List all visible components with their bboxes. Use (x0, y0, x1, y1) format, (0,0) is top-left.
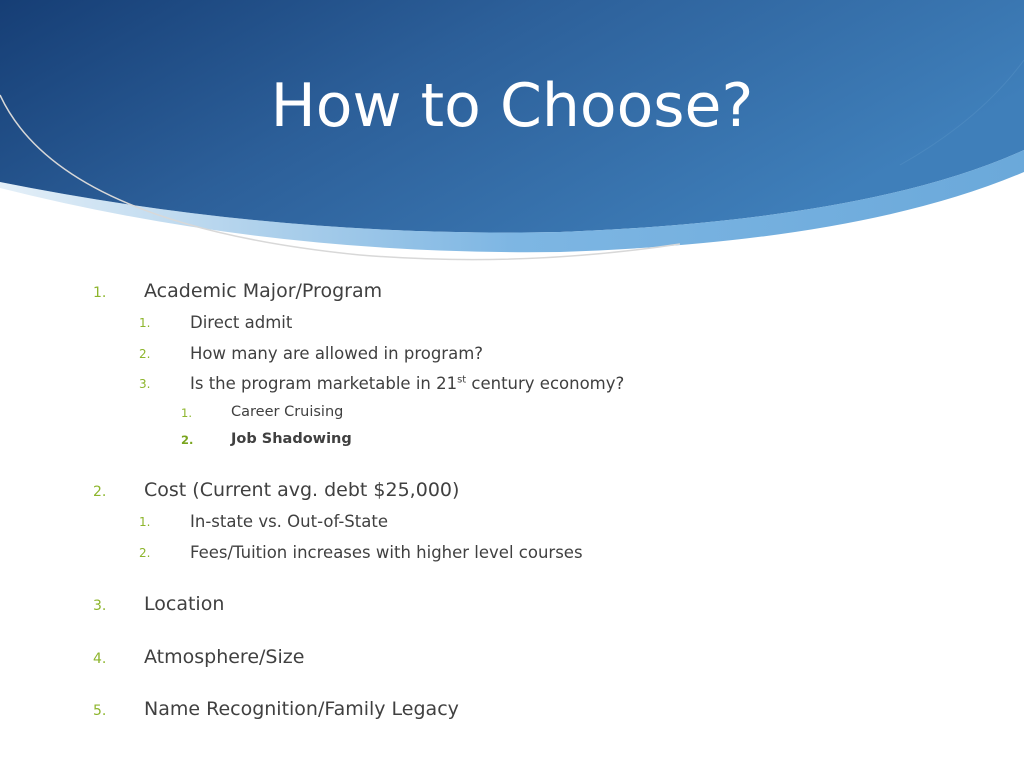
list-text: Career Cruising (231, 404, 344, 420)
list-number: 2. (139, 546, 151, 560)
list-text: In-state vs. Out-of-State (190, 512, 388, 531)
list-number: 4. (93, 651, 107, 667)
list-number: 3. (93, 598, 107, 614)
list-number: 1. (139, 316, 151, 330)
list-text: Direct admit (190, 313, 293, 332)
list-number: 2. (139, 347, 151, 361)
list-number: 5. (93, 703, 107, 719)
list-number: 1. (93, 285, 107, 301)
list-number: 2. (93, 484, 107, 500)
list-number: 3. (139, 377, 151, 391)
slide-title: How to Choose? (270, 71, 754, 141)
superscript: st (457, 374, 467, 386)
list-text: Job Shadowing (231, 431, 352, 447)
list-text: Location (144, 593, 225, 615)
list-text: How many are allowed in program? (190, 344, 484, 363)
list-text: Name Recognition/Family Legacy (144, 698, 459, 720)
list-number: 1. (181, 406, 192, 420)
list-number: 1. (139, 515, 151, 529)
list-text: Is the program marketable in 21st century economy? (190, 374, 625, 393)
list-number: 2. (181, 433, 194, 447)
list-text: Academic Major/Program (144, 280, 383, 302)
list-text: Atmosphere/Size (144, 646, 305, 668)
list-text: Fees/Tuition increases with higher level courses (190, 543, 583, 562)
list-text: Cost (Current avg. debt $25,000) (144, 479, 460, 501)
